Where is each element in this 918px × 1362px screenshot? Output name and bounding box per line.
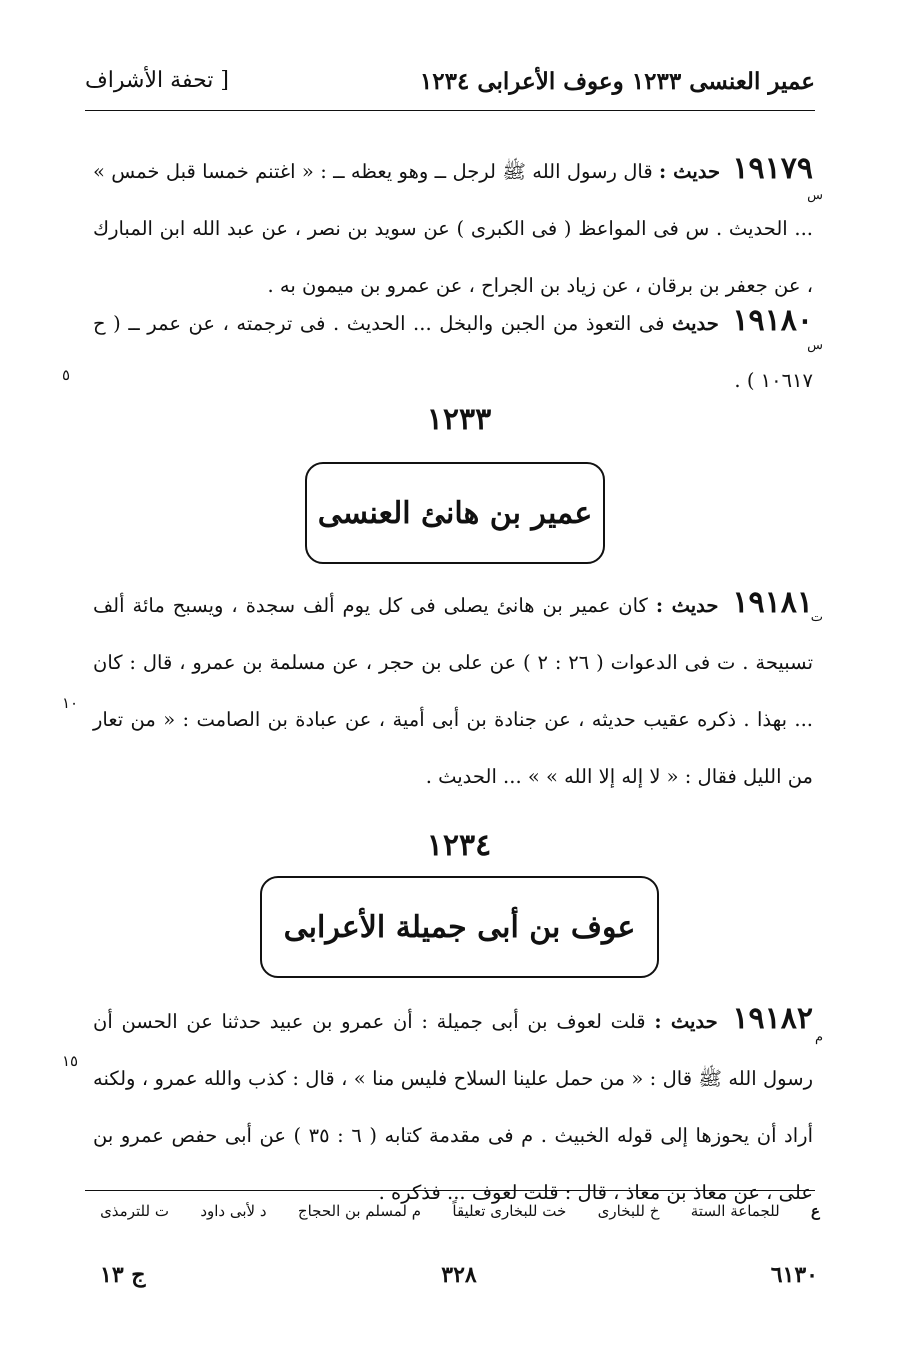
hadith-entry-19182 [93,990,813,1221]
page-number: ٣٢٨ [441,1262,477,1288]
line-number-15: ١٥ [62,1052,79,1070]
section-number: ١٢٣٣ [426,402,492,437]
running-header [85,68,815,108]
entry-number: ١٩١٨٠ [732,303,813,338]
sigla-item: خت للبخارى تعليقاً [452,1202,567,1220]
header-book-title: [ تحفة الأشراف [85,68,229,93]
section-title-box [260,876,659,978]
sigla-item: م لمسلم بن الحجاج [297,1202,422,1220]
section-title: عمير بن هانئ العنسى [317,495,593,531]
margin-symbol: ت [810,610,823,625]
sigla-item: ت للترمذى [100,1202,169,1220]
sigla-mark: ع [811,1202,820,1220]
entry-text: قلت لعوف بن أبى جميلة : أن عمرو بن عبيد حدثنا عن الحسن أن رسول الله ﷺ قال : « من حمل علينا السلاح فليس منا » ، قال : كذب والله عمرو ، ولكنه أراد أن يحوزها إلى قوله الخبيث . م فى مقدمة كتابه ( ٦ : ٣٥ ) عن أبى حفص عمرو بن على ، عن معاذ بن معاذ ، قال : قلت لعوف ... فذكره . [93,1010,813,1204]
entry-text: فى التعوذ من الجبن والبخل ... الحديث . فى ترجمته ، عن عمر ــ ( ح ١٠٦١٧ ) . [93,312,813,392]
hadith-entry-19179 [93,140,813,314]
sigla-item: خ للبخارى [597,1202,660,1220]
entry-label: حديث : [659,160,721,183]
footnote-rule [85,1190,815,1191]
entry-number: ١٩١٨٢ [732,1001,813,1036]
entry-text: كان عمير بن هانئ يصلى فى كل يوم ألف سجدة ، ويسبح مائة ألف تسبيحة . ت فى الدعوات ( ٢٦ : ٢ ) عن على بن حجر ، عن مسلمة بن عمرو ، قال : كان ... بهذا . ذكره عقيب حديثه ، عن جنادة بن أبى أمية ، عن عبادة بن الصامت : « من تعار من الليل فقال : « لا إله إلا الله » » ... الحديث . [93,594,813,788]
entry-number: ١٩١٨١ [732,585,813,620]
entry-label: حديث [671,312,719,335]
sigla-item: للجماعة الستة [690,1202,780,1220]
sigla-item: د لأبى داود [200,1202,267,1220]
margin-symbol: س [807,188,823,203]
record-number: ٦١٣٠ [770,1262,818,1288]
margin-symbol: س [807,338,823,353]
section-title-box [305,462,605,564]
line-number-10: ١٠ [62,694,79,712]
sigla-key [100,1202,820,1220]
line-number-5: ٥ [62,366,71,384]
section-title: عوف بن أبى جميلة الأعرابى [283,909,636,945]
header-title: عمير العنسى ١٢٣٣ وعوف الأعرابى ١٢٣٤ [419,68,815,95]
entry-label: حديث : [655,594,719,617]
margin-symbol: م [814,1030,823,1045]
entry-number: ١٩١٧٩ [732,151,813,186]
header-rule [85,110,815,111]
hadith-entry-19181 [93,574,813,805]
entry-label: حديث : [654,1010,718,1033]
hadith-entry-19180 [93,292,813,409]
section-number: ١٢٣٤ [426,828,492,863]
volume-number: ج ١٣ [100,1262,146,1288]
entry-text: قال رسول الله ﷺ لرجل ــ وهو يعظه ــ : « اغتنم خمسا قبل خمس » ... الحديث . س فى المواعظ ( فى الكبرى ) عن سويد بن نصر ، عن عبد الله ابن المبارك ، عن جعفر بن برقان ، عن زياد بن الجراح ، عن عمرو بن ميمون به . [93,160,813,297]
